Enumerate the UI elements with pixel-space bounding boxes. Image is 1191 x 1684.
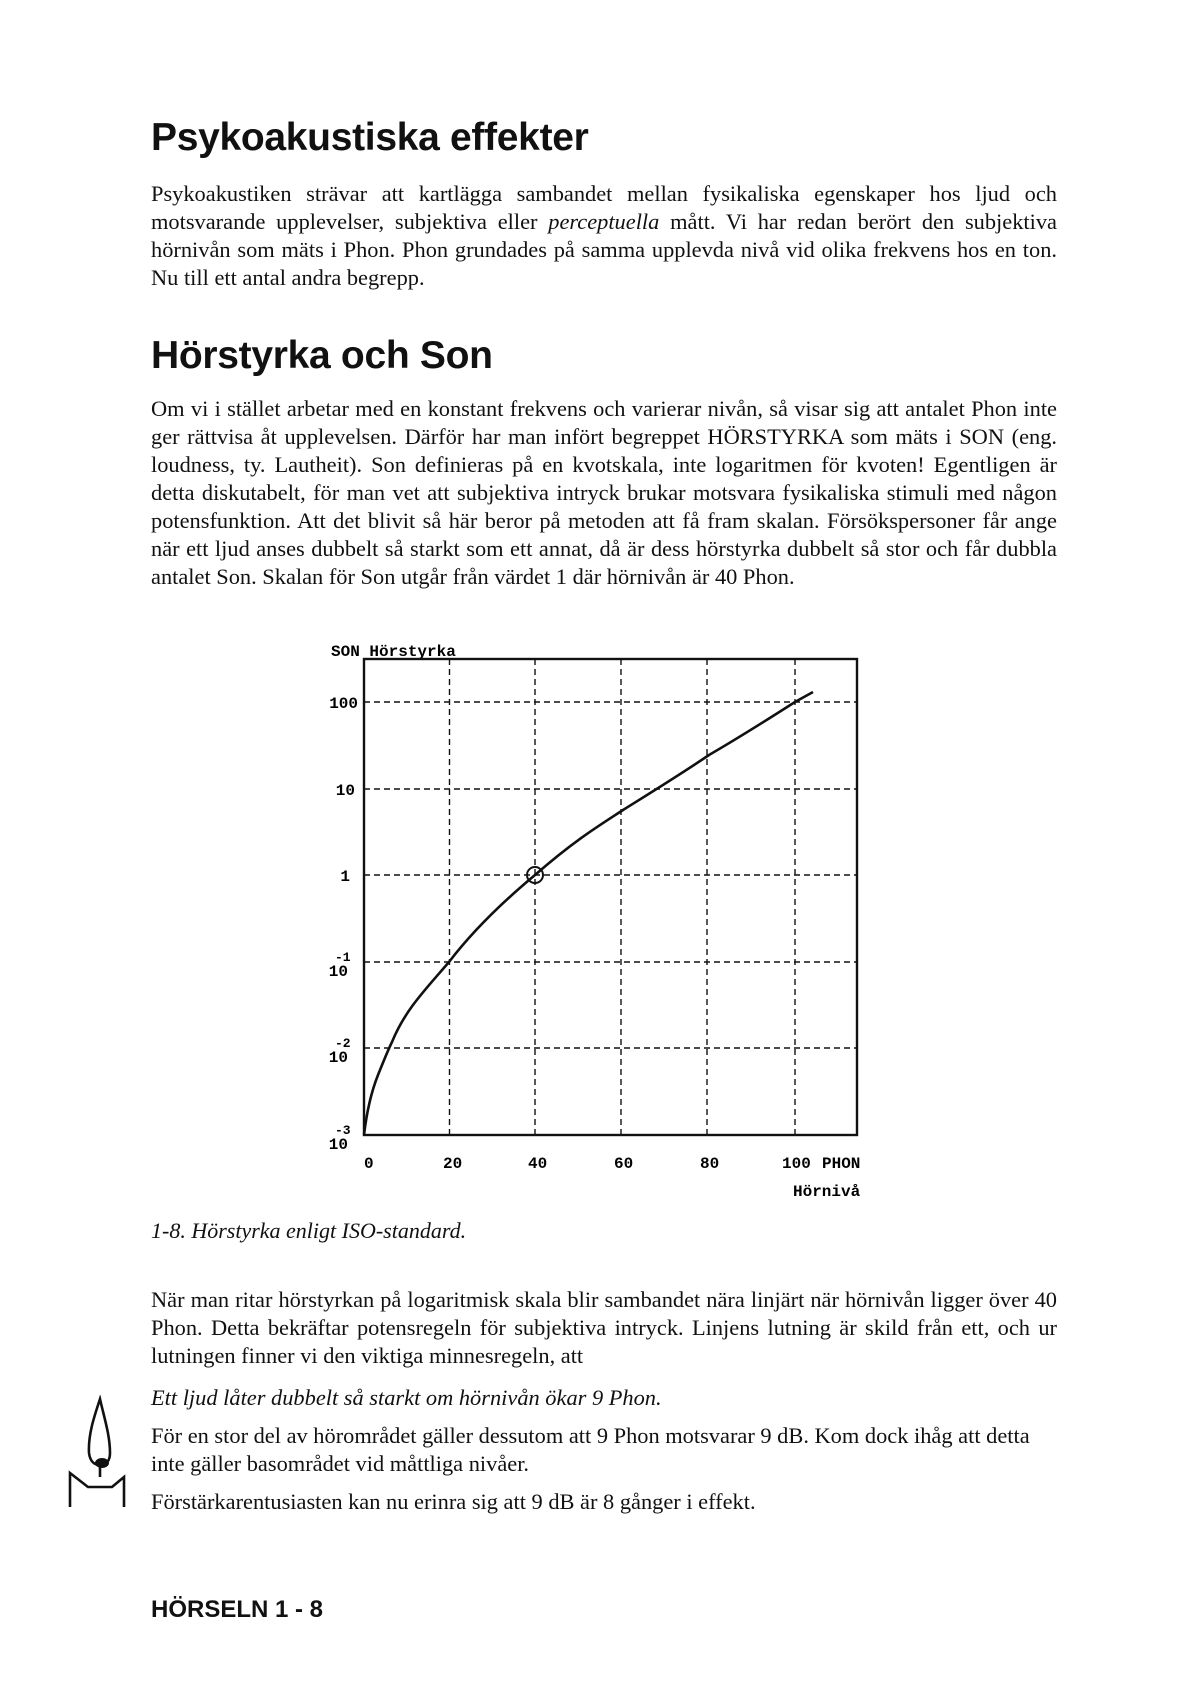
rule-of-thumb: Ett ljud låter dubbelt så starkt om hörnivån ökar 9 Phon.	[151, 1385, 662, 1410]
intro-paragraph	[151, 180, 1057, 292]
svg-text:10: 10	[328, 1049, 348, 1067]
y-axis-title: SON Hörstyrka	[331, 643, 456, 661]
svg-text:40: 40	[528, 1155, 548, 1173]
svg-text:-2: -2	[335, 1036, 351, 1051]
page-footer: HÖRSELN 1 - 8	[151, 1596, 324, 1623]
svg-text:0: 0	[364, 1155, 374, 1173]
svg-text:100: 100	[329, 695, 358, 713]
loudness-curve	[364, 692, 813, 1135]
y-tick-exponents	[335, 950, 351, 1138]
heading-horstyrka-och-son: Hörstyrka och Son	[151, 334, 493, 377]
svg-text:-3: -3	[335, 1123, 351, 1138]
intro-text-1: Psykoakustiken strävar att kartlägga sambandet mellan fysikaliska egenskaper hos ljud och motsvarande upplevelser, subjektiva eller	[151, 181, 1057, 234]
intro-text-2: mått. Vi har redan berört den subjektiva hörnivån som mäts i Phon. Phon grundades på samma upplevda nivå vid olika frekvens hos en ton. Nu till ett antal andra begrepp.	[151, 209, 1057, 290]
intro-emphasis: perceptuella	[548, 209, 660, 234]
reference-point-marker	[527, 867, 543, 883]
son-paragraph: Om vi i stället arbetar med en konstant frekvens och varierar nivån, så visar sig att antalet Phon inte ger rättvisa åt upplevelsen. Därför har man infört begreppet HÖRSTYRKA som mäts i SON (eng. loudness, ty. Lautheit). Son definieras på en kvotskala, inte logaritmen för kvoten! Egentligen är detta diskutabelt, för man vet att subjektiva intryck brukar motsvara fysikaliska stimuli med någon potensfunktion. Att det blivit så här beror på metoden att få fram skalan. Försökspersoner får ange när ett ljud anses dubbelt så starkt som ett annat, då är dess hörstyrka dubbelt så stor och får dubbla antalet Son. Skalan för Son utgår från värdet 1 där hörnivån är 40 Phon.	[151, 396, 1057, 589]
candle-icon	[64, 1395, 134, 1515]
grid-vertical	[450, 659, 796, 1135]
x-axis-title: Hörnivå	[793, 1183, 861, 1201]
svg-text:10: 10	[328, 963, 348, 981]
svg-text:1: 1	[340, 868, 350, 886]
x-tick-labels	[364, 1155, 860, 1173]
heading-psykoakustiska-effekter: Psykoakustiska effekter	[151, 116, 589, 159]
svg-text:10: 10	[335, 782, 355, 800]
svg-text:10: 10	[328, 1136, 348, 1154]
plot-frame	[364, 659, 857, 1135]
x-axis-unit: PHON	[822, 1155, 861, 1173]
y-tick-labels	[329, 695, 358, 1154]
note-amplifier: Förstärkarentusiasten kan nu erinra sig att 9 dB är 8 gånger i effekt.	[151, 1489, 756, 1514]
figure-caption: 1-8. Hörstyrka enligt ISO-standard.	[151, 1218, 467, 1243]
grid-horizontal	[364, 702, 857, 1048]
svg-text:-1: -1	[335, 950, 351, 965]
svg-text:20: 20	[443, 1155, 463, 1173]
note-phon-db: För en stor del av hörområdet gäller dessutom att 9 Phon motsvarar 9 dB. Kom dock ihåg att detta inte gäller basområdet vid måttliga nivåer.	[151, 1423, 1030, 1476]
svg-text:60: 60	[614, 1155, 634, 1173]
svg-text:80: 80	[700, 1155, 720, 1173]
svg-text:100: 100	[782, 1155, 811, 1173]
log-scale-paragraph: När man ritar hörstyrkan på logaritmisk skala blir sambandet nära linjärt när hörnivån ligger över 40 Phon. Detta bekräftar potensregeln för subjektiva intryck. Linjens lutning är skild från ett, och ur lutningen finner vi den viktiga minnesregeln, att	[151, 1287, 1057, 1368]
